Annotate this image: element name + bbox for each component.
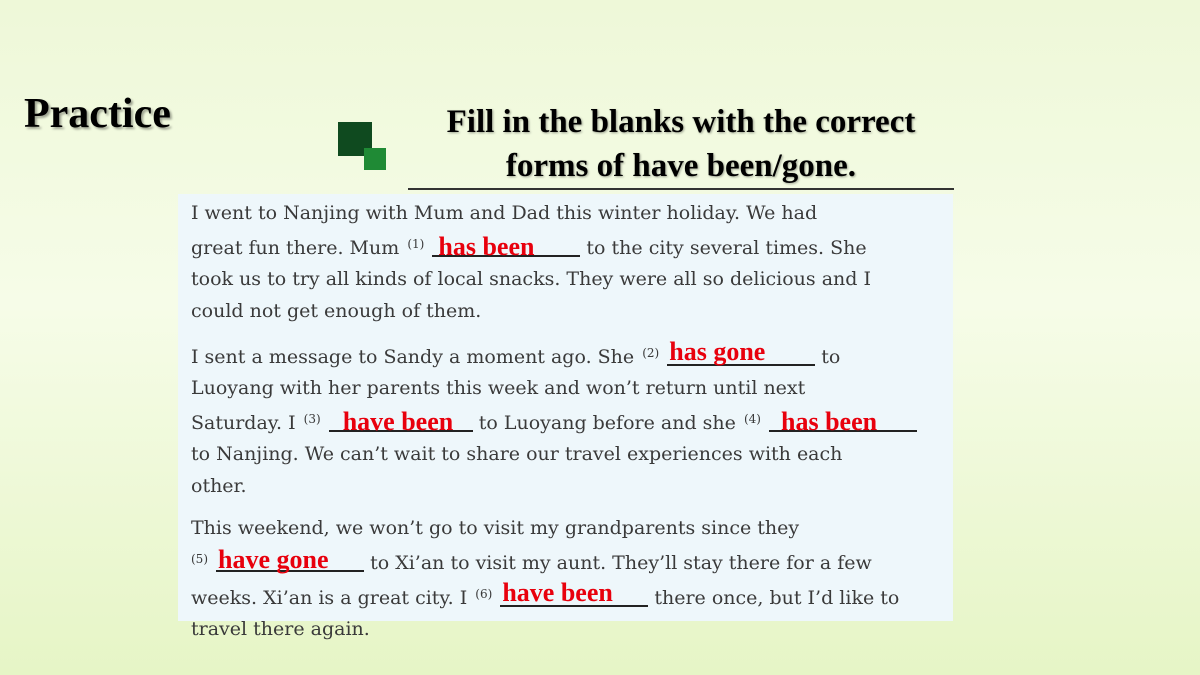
text-line: great fun there. Mum $^{(1)}$ has been to the city several times. She — [191, 232, 867, 262]
answer-blank-2[interactable] — [667, 336, 815, 366]
text-line: Saturday. I $^{(3)}$ have been to Luoyang before and she $^{(4)}$ has been — [191, 404, 941, 439]
text-line: I went to Nanjing with Mum and Dad this winter holiday. We had — [191, 202, 818, 224]
text-line: $^{(5)}$ have gone to Xi’an to visit my aunt. They’ll stay there for a few — [191, 545, 872, 575]
answer-blank-3[interactable] — [329, 407, 473, 437]
answer-blank-4[interactable] — [769, 407, 917, 437]
text-line: other. — [191, 474, 247, 497]
text-line: could not get enough of them. — [191, 299, 482, 322]
page-title: Practice — [24, 91, 171, 137]
answer-text: has been — [780, 407, 878, 437]
paragraph-1 — [191, 198, 941, 327]
answer-blank-1[interactable] — [432, 232, 580, 262]
answer-text: has gone — [669, 336, 766, 366]
instruction-line-1: Fill in the blanks with the correct — [446, 104, 916, 140]
blank-number: (3) — [303, 412, 321, 427]
instruction-heading — [408, 100, 954, 190]
text-line: This weekend, we won’t go to visit my grandparents since they — [191, 516, 800, 539]
exercise-text-box — [178, 194, 953, 641]
blank-number: (5) — [191, 552, 208, 567]
blank-number: (6) — [475, 587, 493, 602]
text-line: weeks. Xi’an is a great city. I $^{(6)}$ have been there once, but I’d like to — [191, 578, 900, 610]
answer-text: have been — [502, 578, 613, 608]
blank-number: (4) — [743, 412, 761, 427]
instruction-line-2: forms of have been/gone. — [505, 148, 857, 184]
answer-text: has been — [438, 232, 535, 262]
text-line: travel there again. — [191, 618, 370, 641]
paragraph-3 — [191, 513, 941, 646]
blank-number: (1) — [407, 237, 425, 252]
paragraph-2 — [191, 338, 941, 502]
answer-text: have gone — [218, 545, 329, 575]
bullet-squares-icon — [336, 120, 390, 174]
text-line: I sent a message to Sandy a moment ago. She $^{(2)}$ has gone to — [191, 336, 841, 368]
answer-blank-6[interactable] — [500, 578, 648, 608]
text-line: to Nanjing. We can’t wait to share our travel experiences with each — [191, 443, 843, 466]
text-line: Luoyang with her parents this week and won’t return until next — [191, 377, 806, 400]
answer-text: have been — [342, 407, 454, 437]
answer-blank-5[interactable] — [216, 545, 364, 575]
text-line: took us to try all kinds of local snacks. They were all so delicious and I — [191, 268, 871, 291]
blank-number: (2) — [642, 345, 660, 360]
